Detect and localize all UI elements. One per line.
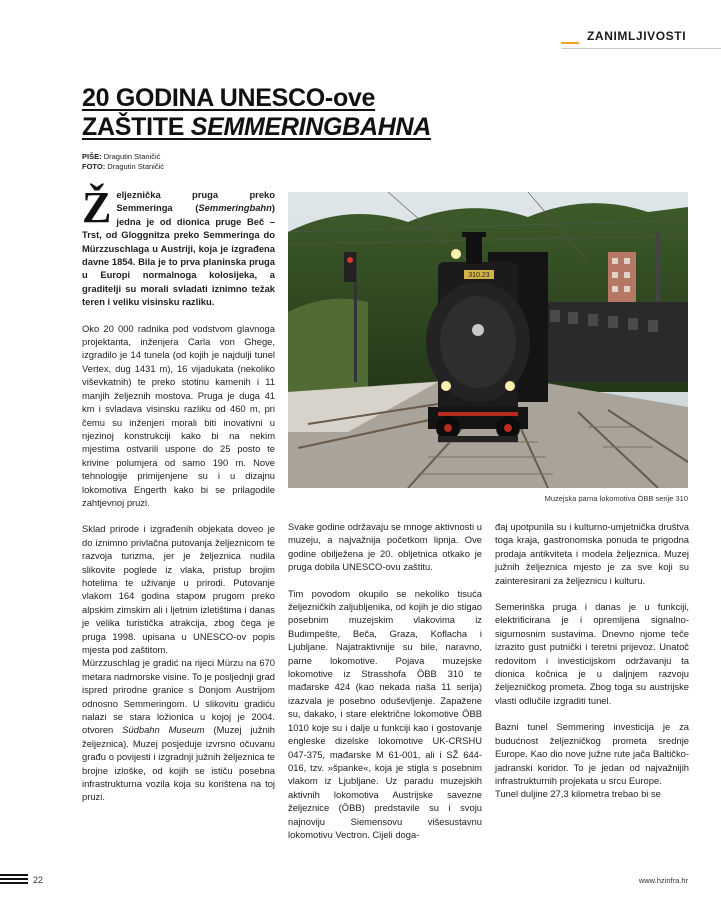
section-rule [561,48,721,49]
section-accent [561,42,579,44]
photo-caption: Muzejska parna lokomotiva ÖBB serije 310 [544,494,688,503]
column-2 [288,520,482,854]
locomotive-illustration [288,192,688,488]
loco-number-plate: 310.23 [468,272,490,279]
p4-text-b: (Muzej južnih željeznica). Muzej posjeduje izvrsno očuvanu građu o povijesti i izgradnji južnih željeznica te brojne izloške, od kojih se ističu posebna infrastrukturna vozila koja su korištena na toj pruzi. [82,724,275,803]
page-number: 22 [33,875,44,885]
credits [82,152,164,172]
locomotive-photo [288,192,688,488]
paragraph [82,656,275,803]
section-tag [561,28,721,50]
column-1 [82,183,275,817]
footer-bars [0,874,28,886]
dropcap: Ž [82,183,112,232]
paragraph: Tim povodom okupilo se nekoliko tisuća željezničkih zaljubljenika, od kojih je dio stigao posebnim muzejskim vlakovima iz Budimpešte, Beča, Graza, Koflacha i Ljubljane. Najatraktivnije su bile, naravno, parne lokomotive. Pojava muzejske lokomotive iz Strasshofa ÖBB 310 te mađarske 424 (kao nekada naša 11 serija) izazvala je posebno oduševljenje. Zapažene su, dakako, i stare električne lokomotive ÖBB 1010 koje su i dalje u funkciji kao i gostovanje engleske dizelske lokomotive UK-CRSHU 047-375, mađarske M 61-001, ali i SŽ 644-016, tzv. »španke«, koja je stigla s posebnim vlakom iz Ljubljane. Uz paradu muzejskih aktivnih lokomotiva Austrijske savezne željeznice (ÖBB) predstavile su i svoju najnoviju Siemensovu višesustavnu lokomotivu Vectron. Cijeli doga- [288,587,482,840]
author-label: PIŠE: [82,152,102,161]
paragraph: Oko 20 000 radnika pod vodstvom glavnoga projektanta, inženjera Carla von Ghege, izgradilo je 14 tunela (od kojih je najdulji tunel Vertex, dug 1431 m), 16 vijadukata (nekoliko viševkatnih) te preko stotinu kamenih i 11 manjih željeznih mostova. Pruga je duga 41 km i svladava visinsku razliku od 460 m, pri čemu su inženjeri morali biti inovativni u njezinoj konstrukciji kako bi na nekim mjestima ostvarili uspone do 25 posto te krivine polumjera od samo 190 m. Nove tehnologije primijenjene su i u dizajnu lokomotiva Engerth kako bi se prilagodile zahtjevnoj pruzi. [82,322,275,508]
lead-paragraph [82,183,275,309]
lead-text-1: eljeznička pruga preko Semmeringa ( [116,189,275,214]
section-label: ZANIMLJIVOSTI [587,29,687,43]
paragraph: Tunel duljine 27,3 kilometra trebao bi se [495,788,661,800]
paragraph: Semerinška pruga i danas je u funkciji, elektrificirana je i opremljena signalno-sigurnosnim sustavima. Dnevno njome teče izrazito gust putnički i teretni prijevoz. Unatoč redovitom i investicijskom održavanju ta dionica kočnica je u daljnjem razvoju željezničkog prometa. Zbog toga su austrijske vlasti odlučile izgraditi tunel. [495,601,689,706]
article-title [82,84,442,142]
title-line-1: 20 GODINA UNESCO-ove [82,84,376,112]
paragraph: Sklad prirode i izgrađenih objekata doveo je do iznimno privlačna putovanja željeznicom te razvoja turizma, jer je željeznica nudila slikovite poglede iz vlaka, pristup brojim hotelima te uživanje u prirodi. Putovanje vlakom 164 godina staром prugom preko alpskim zimskim ali i ljetnim izletištima i danas je velika turistička atrakcija, zbog čega je pruga 1998. upisana u UNESCO-ov popis mjesta pod zaštitom. [82,523,275,655]
paragraph: Svake godine održavaju se mnoge aktivnosti u muzeju, a najvažnija početkom lipnja. Ove godine obilježena je 20. obljetnica otkako je pruga dobila UNESCO-ovu zaštitu. [288,521,482,573]
paragraph: đaj upotpunila su i kulturno-umjetnička društva toga kraja, gastronomska ponuda te prigodna prodaja antikviteta i modela željeznica. Muzej južnih željeznica mjesto je za sve koji su zainteresirani za željeznicu i kulturu. [495,521,689,586]
museum-name: Südbahn Museum [122,724,205,736]
p4-text-a: Mürzzuschlag je gradić na rijeci Mürzu na 670 metara nadmorske visine. To je posljednji grad ispred prirodne granice s Donjom Austrijom odnosno Semmeringom. U slikovitu gradiću nalazi se stara ložionica u kojoj je 2004. otvoren [82,657,275,736]
title-line-2 [82,113,442,142]
title-line-2b: SEMMERINGBAHNA [190,113,431,141]
lead-italic: Semmeringbahn [198,202,272,214]
photo-label: FOTO: [82,162,106,171]
paragraph: Bazni tunel Semmering investicija je za budućnost željezničkog prometa srednje Europe. Kao dio nove južne rute jača Baltičko-jadranski koridor. To je jedan od najvažnijih infrastrukturnih projekata u srcu Europe. [495,721,689,786]
photographer-name: Dragutin Staničić [107,162,164,171]
title-line-2a: ZAŠTITE [82,113,191,141]
author-name: Dragutin Staničić [103,152,161,161]
lead-text-2: ) jedna je od dionica pruge Beč – Trst, od Gloggnitza preko Semmeringa do Mürzzuschlaga u Austriji, koja je izgrađena davne 1854. Bila je to prva planinska pruga u Europi normalnoga kolosijeka, a graditelji su morali svladati iznimno težak teren i veliku visinsku razliku. [82,202,275,308]
website-url[interactable]: www.hzinfra.hr [638,876,688,885]
column-3 [495,520,689,814]
